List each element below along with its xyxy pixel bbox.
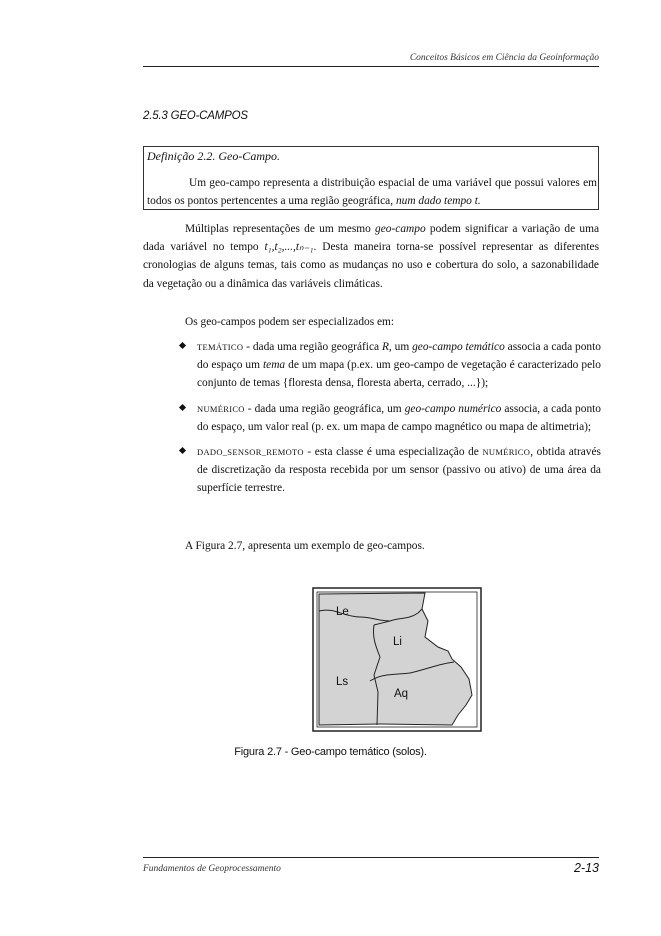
- definition-emphasis: num dado tempo t.: [395, 195, 481, 208]
- paragraph-figure-reference: A Figura 2.7, apresenta um exemplo de geo-campos.: [185, 540, 425, 552]
- header-rule: [143, 66, 599, 67]
- region-label-le: Le: [336, 606, 349, 618]
- list-item: DADO_SENSOR_REMOTO - esta classe é uma especialização de NUMÉRICO, obtida através de discretização da resposta recebida por um sensor (passivo ou ativo) de uma área da superfície terrestre.: [176, 443, 601, 498]
- page-number: 2-13: [573, 861, 599, 875]
- paragraph-multiple-representations: Múltiplas representações de um mesmo geo-campo podem significar a variação de uma dada variável no tempo t₁,t₂,...,tₙ₋₁. Desta maneira torna-se possível representar as diferentes cronologias de alguns temas, tais como as mudanças no uso e cobertura do solo, a sazonabilidade da vegetação ou a dinâmica das variáveis climáticas.: [143, 223, 600, 290]
- soil-map-figure: [312, 587, 482, 732]
- time-sequence-math: t₁,t₂,...,tₙ₋₁: [264, 241, 314, 254]
- section-heading: 2.5.3 GEO-CAMPOS: [143, 110, 248, 122]
- figure-caption: Figura 2.7 - Geo-campo temático (solos).: [234, 746, 427, 758]
- region-label-li: Li: [393, 636, 402, 648]
- bullet-icon: [179, 447, 186, 454]
- footer-rule: [143, 857, 599, 858]
- list-item: NUMÉRICO - dada uma região geográfica, um geo-campo numérico associa, a cada ponto do espaço, um valor real (p. ex. um mapa de campo magnético ou mapa de altimetria);: [176, 400, 601, 436]
- bullet-icon: [179, 404, 186, 411]
- region-label-aq: Aq: [394, 688, 409, 700]
- bullet-icon: [179, 342, 186, 349]
- list-item: TEMÁTICO - dada uma região geográfica R, um geo-campo temático associa a cada ponto do espaço um tema de um mapa (p.ex. um geo-campo de vegetação é caracterizado pelo conjunto de temas {floresta densa, floresta aberta, cerrado, ...});: [176, 338, 601, 393]
- region-label-ls: Ls: [336, 676, 349, 688]
- bullet-list: [176, 338, 601, 505]
- footer-title: Fundamentos de Geoprocessamento: [143, 864, 281, 874]
- definition-title: Definição 2.2. Geo-Campo.: [147, 149, 280, 163]
- running-header: Conceitos Básicos em Ciência da Geoinformação: [409, 53, 599, 63]
- definition-text: Um geo-campo representa a distribuição espacial de uma variável que possui valores em todos os pontos pertencentes a uma região geográfica, num dado tempo t.: [147, 177, 597, 208]
- paragraph-specializations: Os geo-campos podem ser especializados em:: [185, 316, 395, 328]
